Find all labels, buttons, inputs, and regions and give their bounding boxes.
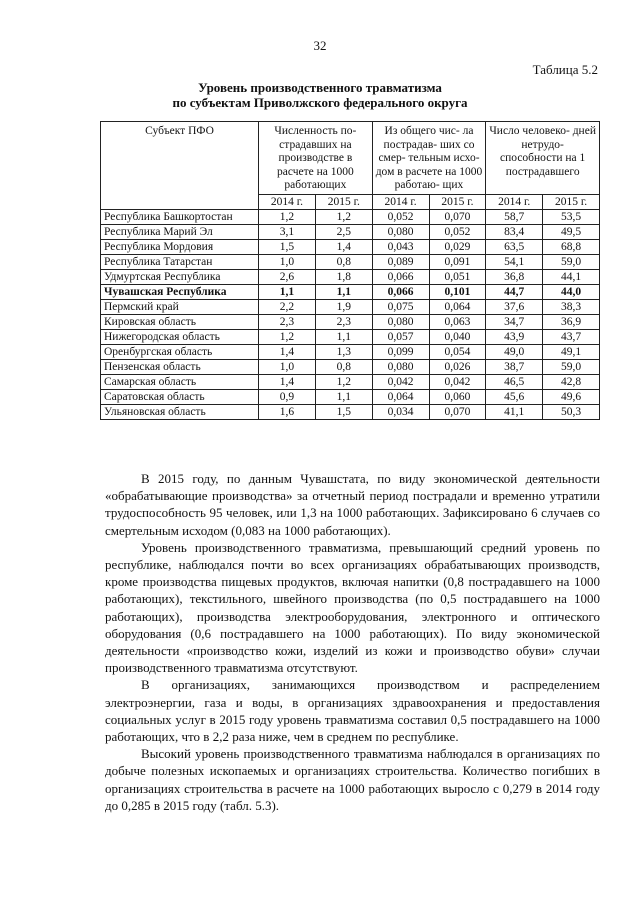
paragraph: Уровень производственного травматизма, превышающий средний уровень по республике, наблюдался почти во всех организациях обрабатывающих производств, кроме производства пищевых продуктов, включая напитки (0,8 пострадавшего на 1000 работающих), текстильного, швейного производства (по 0,5 пострадавшего на 1000 работающих), производства электрооборудования, электронного и оптического оборудования (0,6 пострадавшего на 1000 работающих). По виду экономической деятельности «производство кожи, изделий из кожи и производство обуви» случаи производственного травматизма отсутствуют. xyxy=(105,539,600,676)
table-row xyxy=(101,224,600,239)
value-cell: 41,1 xyxy=(486,404,543,419)
region-name-cell: Республика Мордовия xyxy=(101,239,259,254)
table-row xyxy=(101,404,600,419)
table-title xyxy=(0,80,640,110)
region-name-cell: Удмуртская Республика xyxy=(101,269,259,284)
value-cell: 50,3 xyxy=(543,404,600,419)
region-name-cell: Пермский край xyxy=(101,299,259,314)
region-name-cell: Нижегородская область xyxy=(101,329,259,344)
value-cell: 37,6 xyxy=(486,299,543,314)
value-cell: 0,080 xyxy=(372,359,429,374)
year-header: 2014 г. xyxy=(372,194,429,209)
value-cell: 44,7 xyxy=(486,284,543,299)
value-cell: 59,0 xyxy=(543,359,600,374)
table-row xyxy=(101,284,600,299)
year-header: 2015 г. xyxy=(429,194,486,209)
value-cell: 49,0 xyxy=(486,344,543,359)
region-name-cell: Саратовская область xyxy=(101,389,259,404)
value-cell: 3,1 xyxy=(259,224,316,239)
value-cell: 1,1 xyxy=(315,389,372,404)
value-cell: 2,6 xyxy=(259,269,316,284)
value-cell: 0,080 xyxy=(372,314,429,329)
table-row xyxy=(101,209,600,224)
value-cell: 0,070 xyxy=(429,404,486,419)
value-cell: 53,5 xyxy=(543,209,600,224)
table-title-line-1: Уровень производственного травматизма xyxy=(198,80,442,95)
value-cell: 44,1 xyxy=(543,269,600,284)
value-cell: 1,4 xyxy=(259,374,316,389)
table-row xyxy=(101,299,600,314)
value-cell: 1,6 xyxy=(259,404,316,419)
value-cell: 1,8 xyxy=(315,269,372,284)
table-row xyxy=(101,314,600,329)
value-cell: 1,5 xyxy=(315,404,372,419)
paragraph: В организациях, занимающихся производством и распределением электроэнергии, газа и воды, в организациях здравоохранения и предоставления социальных услуг в 2015 году уровень травматизма составил 0,5 пострадавшего на 1000 работающих, что в 2,2 раза ниже, чем в среднем по республике. xyxy=(105,677,600,745)
table-row xyxy=(101,269,600,284)
table-row xyxy=(101,389,600,404)
value-cell: 1,9 xyxy=(315,299,372,314)
value-cell: 0,034 xyxy=(372,404,429,419)
region-name-cell: Республика Башкортостан xyxy=(101,209,259,224)
paragraph: В 2015 году, по данным Чувашстата, по виду экономической деятельности «обрабатывающие производства» за отчетный период пострадали и временно утратили трудоспособность 95 человек, или 1,3 на 1000 работающих. Зафиксировано 6 случаев со смертельным исходом (0,083 на 1000 работающих). xyxy=(105,471,600,538)
value-cell: 1,3 xyxy=(315,344,372,359)
value-cell: 0,026 xyxy=(429,359,486,374)
value-cell: 43,9 xyxy=(486,329,543,344)
header-subject: Субъект ПФО xyxy=(101,122,259,210)
value-cell: 2,3 xyxy=(315,314,372,329)
region-name-cell: Республика Татарстан xyxy=(101,254,259,269)
value-cell: 1,2 xyxy=(315,209,372,224)
value-cell: 1,1 xyxy=(315,329,372,344)
value-cell: 0,064 xyxy=(372,389,429,404)
value-cell: 54,1 xyxy=(486,254,543,269)
value-cell: 0,029 xyxy=(429,239,486,254)
body-text xyxy=(105,470,600,814)
value-cell: 0,8 xyxy=(315,359,372,374)
value-cell: 0,057 xyxy=(372,329,429,344)
value-cell: 0,9 xyxy=(259,389,316,404)
value-cell: 49,1 xyxy=(543,344,600,359)
table-row xyxy=(101,359,600,374)
value-cell: 38,7 xyxy=(486,359,543,374)
value-cell: 1,5 xyxy=(259,239,316,254)
value-cell: 0,054 xyxy=(429,344,486,359)
value-cell: 1,2 xyxy=(259,329,316,344)
value-cell: 36,9 xyxy=(543,314,600,329)
table-label: Таблица 5.2 xyxy=(532,62,598,77)
value-cell: 0,089 xyxy=(372,254,429,269)
region-name-cell: Пензенская область xyxy=(101,359,259,374)
value-cell: 0,042 xyxy=(429,374,486,389)
page-number: 32 xyxy=(313,38,327,53)
value-cell: 34,7 xyxy=(486,314,543,329)
header-fatal-per-1000: Из общего чис- ла пострадав- ших со смер- тельным исхо- дом в расчете на 1000 работаю- щих xyxy=(372,122,486,195)
region-name-cell: Самарская область xyxy=(101,374,259,389)
value-cell: 0,066 xyxy=(372,284,429,299)
value-cell: 0,042 xyxy=(372,374,429,389)
value-cell: 0,066 xyxy=(372,269,429,284)
value-cell: 0,8 xyxy=(315,254,372,269)
value-cell: 0,043 xyxy=(372,239,429,254)
value-cell: 0,064 xyxy=(429,299,486,314)
value-cell: 0,091 xyxy=(429,254,486,269)
value-cell: 0,099 xyxy=(372,344,429,359)
value-cell: 2,3 xyxy=(259,314,316,329)
region-name-cell: Чувашская Республика xyxy=(101,284,259,299)
table-body xyxy=(101,209,600,419)
value-cell: 42,8 xyxy=(543,374,600,389)
region-name-cell: Кировская область xyxy=(101,314,259,329)
value-cell: 59,0 xyxy=(543,254,600,269)
value-cell: 83,4 xyxy=(486,224,543,239)
header-disability-days: Число человеко- дней нетрудо- способности на 1 пострадавшего xyxy=(486,122,600,195)
value-cell: 0,052 xyxy=(429,224,486,239)
value-cell: 2,2 xyxy=(259,299,316,314)
value-cell: 44,0 xyxy=(543,284,600,299)
value-cell: 1,1 xyxy=(259,284,316,299)
table-row xyxy=(101,374,600,389)
value-cell: 2,5 xyxy=(315,224,372,239)
value-cell: 0,080 xyxy=(372,224,429,239)
value-cell: 0,063 xyxy=(429,314,486,329)
header-row xyxy=(101,122,600,195)
value-cell: 0,075 xyxy=(372,299,429,314)
value-cell: 1,4 xyxy=(259,344,316,359)
table-row xyxy=(101,344,600,359)
value-cell: 63,5 xyxy=(486,239,543,254)
value-cell: 1,1 xyxy=(315,284,372,299)
value-cell: 49,6 xyxy=(543,389,600,404)
region-name-cell: Ульяновская область xyxy=(101,404,259,419)
header-injured-per-1000: Численность по- страдавших на производстве в расчете на 1000 работающих xyxy=(259,122,373,195)
value-cell: 0,060 xyxy=(429,389,486,404)
value-cell: 0,070 xyxy=(429,209,486,224)
year-header: 2015 г. xyxy=(315,194,372,209)
table-title-line-2: по субъектам Приволжского федерального округа xyxy=(172,95,468,110)
injury-table xyxy=(100,121,600,420)
region-name-cell: Оренбургская область xyxy=(101,344,259,359)
value-cell: 0,051 xyxy=(429,269,486,284)
value-cell: 0,052 xyxy=(372,209,429,224)
value-cell: 1,0 xyxy=(259,359,316,374)
year-header: 2015 г. xyxy=(543,194,600,209)
value-cell: 1,0 xyxy=(259,254,316,269)
value-cell: 38,3 xyxy=(543,299,600,314)
value-cell: 45,6 xyxy=(486,389,543,404)
value-cell: 46,5 xyxy=(486,374,543,389)
value-cell: 0,040 xyxy=(429,329,486,344)
table-row xyxy=(101,254,600,269)
table-row xyxy=(101,239,600,254)
year-header: 2014 г. xyxy=(259,194,316,209)
table-row xyxy=(101,329,600,344)
value-cell: 1,2 xyxy=(259,209,316,224)
region-name-cell: Республика Марий Эл xyxy=(101,224,259,239)
value-cell: 1,4 xyxy=(315,239,372,254)
year-header: 2014 г. xyxy=(486,194,543,209)
value-cell: 36,8 xyxy=(486,269,543,284)
paragraph: Высокий уровень производственного травматизма наблюдался в организациях по добыче полезных ископаемых и организациях строительства. Количество погибших в организациях строительства в расчете на 1000 работающих выросло с 0,279 в 2014 году до 0,285 в 2015 году (табл. 5.3). xyxy=(105,746,600,813)
value-cell: 0,101 xyxy=(429,284,486,299)
value-cell: 43,7 xyxy=(543,329,600,344)
value-cell: 68,8 xyxy=(543,239,600,254)
value-cell: 58,7 xyxy=(486,209,543,224)
value-cell: 1,2 xyxy=(315,374,372,389)
value-cell: 49,5 xyxy=(543,224,600,239)
